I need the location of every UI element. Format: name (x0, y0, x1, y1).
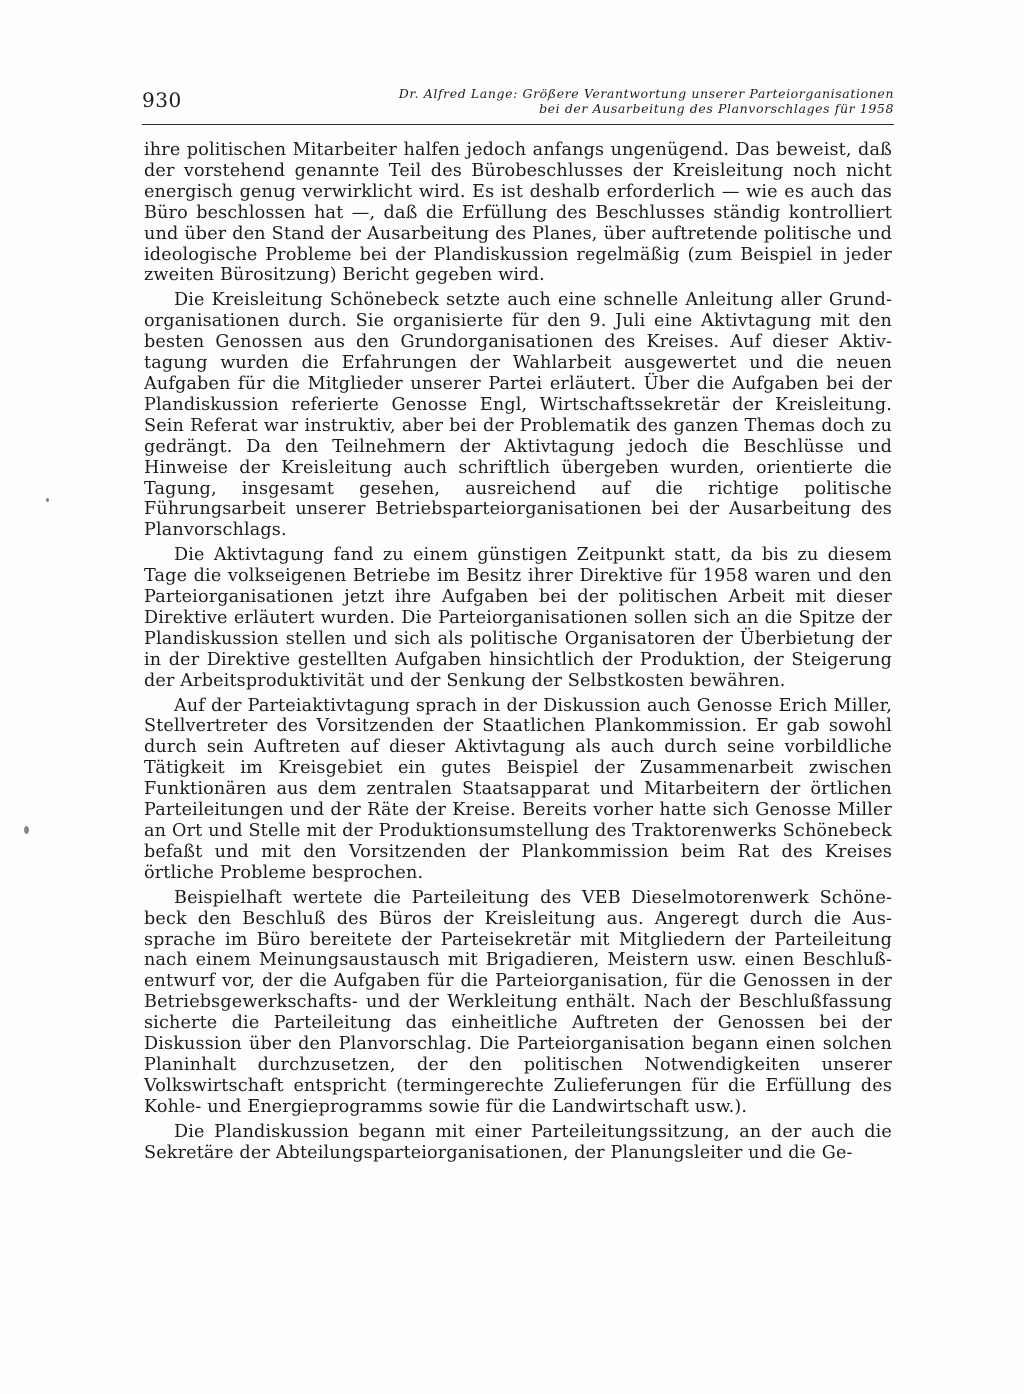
header-rule (142, 124, 894, 125)
paragraph-2: Die Kreisleitung Schönebeck setzte auch eine schnelle Anleitung aller Grundorganisationen durch. Sie organisierte für den 9. Juli eine Aktivtagung mit den besten Genossen aus den Grundorganisationen des Kreises. Auf dieser Aktivtagung wurden die Erfahrungen der Wahlarbeit ausgewertet und die neuen Aufgaben für die Mitglieder unserer Partei erläutert. Über die Aufgaben bei der Plandiskussion referierte Genosse Engl, Wirtschaftssekretär der Kreisleitung. Sein Referat war instruktiv, aber bei der Problematik des ganzen Themas doch zu gedrängt. Da den Teilnehmern der Aktivtagung jedoch die Beschlüsse und Hinweise der Kreisleitung auch schriftlich übergeben wurden, orientierte die Tagung, insgesamt gesehen, ausreichend auf die richtige politische Führungsarbeit unserer Betriebsparteiorganisationen bei der Ausarbeitung des Planvorschlags. (144, 290, 892, 541)
scan-speck (46, 498, 49, 502)
running-head-line-2: bei der Ausarbeitung des Planvorschlages für 1958 (539, 101, 894, 116)
scan-speck (24, 826, 29, 834)
page-number: 930 (142, 88, 182, 112)
paragraph-1: ihre politischen Mitarbeiter halfen jedoch anfangs ungenügend. Das beweist, daß der vorstehend genannte Teil des Bürobeschlusses der Kreisleitung noch nicht energisch genug verwirklicht wird. Es ist deshalb erforderlich — wie es auch das Büro beschlossen hat —, daß die Erfüllung des Beschlusses ständig kontrolliert und über den Stand der Ausarbeitung des Planes, über auftretende politische und ideologische Probleme bei der Plandiskussion regelmäßig (zum Beispiel in jeder zweiten Bürositzung) Bericht gegeben wird. (144, 140, 892, 286)
body-text (144, 140, 892, 1164)
running-head (399, 86, 894, 116)
paragraph-3: Die Aktivtagung fand zu einem günstigen Zeitpunkt statt, da bis zu diesem Tage die volkseigenen Betriebe im Besitz ihrer Direktive für 1958 waren und den Parteiorganisationen jetzt ihre Aufgaben bei der politischen Arbeit mit dieser Direktive erläutert wurden. Die Parteiorganisationen sollen sich an die Spitze der Plandiskussion stellen und sich als politische Organisatoren der Überbietung der in der Direktive gestellten Aufgaben hinsichtlich der Produktion, der Steigerung der Arbeitsproduktivität und der Senkung der Selbstkosten bewähren. (144, 545, 892, 691)
page-header (142, 84, 894, 124)
running-head-line-1: Dr. Alfred Lange: Größere Verantwortung unserer Parteiorganisationen (398, 86, 894, 101)
paragraph-5: Beispielhaft wertete die Parteileitung des VEB Dieselmotorenwerk Schönebeck den Beschluß des Büros der Kreisleitung aus. Angeregt durch die Aussprache im Büro bereitete der Parteisekretär mit Mitgliedern der Parteileitung nach einem Meinungsaustausch mit Brigadieren, Meistern usw. einen Beschlußentwurf vor, der die Aufgaben für die Parteiorganisation, für die Genossen in der Betriebsgewerkschafts- und der Werkleitung enthält. Nach der Beschlußfassung sicherte die Parteileitung das einheitliche Auftreten der Genossen bei der Diskussion über den Planvorschlag. Die Parteiorganisation begann einen solchen Planinhalt durchzusetzen, der den politischen Notwendigkeiten unserer Volkswirtschaft entspricht (termingerechte Zulieferungen für die Erfüllung des Kohle- und Energieprogramms sowie für die Landwirtschaft usw.). (144, 887, 892, 1117)
paragraph-4: Auf der Parteiaktivtagung sprach in der Diskussion auch Genosse Erich Miller, Stellvertreter des Vorsitzenden der Staatlichen Plankommission. Er gab sowohl durch sein Auftreten auf dieser Aktivtagung als auch durch seine vorbildliche Tätigkeit im Kreisgebiet ein gutes Beispiel der Zusammenarbeit zwischen Funktionären aus dem zentralen Staatsapparat und Mitarbeitern der örtlichen Parteileitungen und der Räte der Kreise. Bereits vorher hatte sich Genosse Miller an Ort und Stelle mit der Produktionsumstellung des Traktorenwerks Schönebeck befaßt und mit den Vorsitzenden der Plankommission beim Rat des Kreises örtliche Probleme besprochen. (144, 695, 892, 883)
paragraph-6: Die Plandiskussion begann mit einer Parteileitungssitzung, an der auch die Sekretäre der Abteilungsparteiorganisationen, der Planungsleiter und die Ge- (144, 1121, 892, 1163)
